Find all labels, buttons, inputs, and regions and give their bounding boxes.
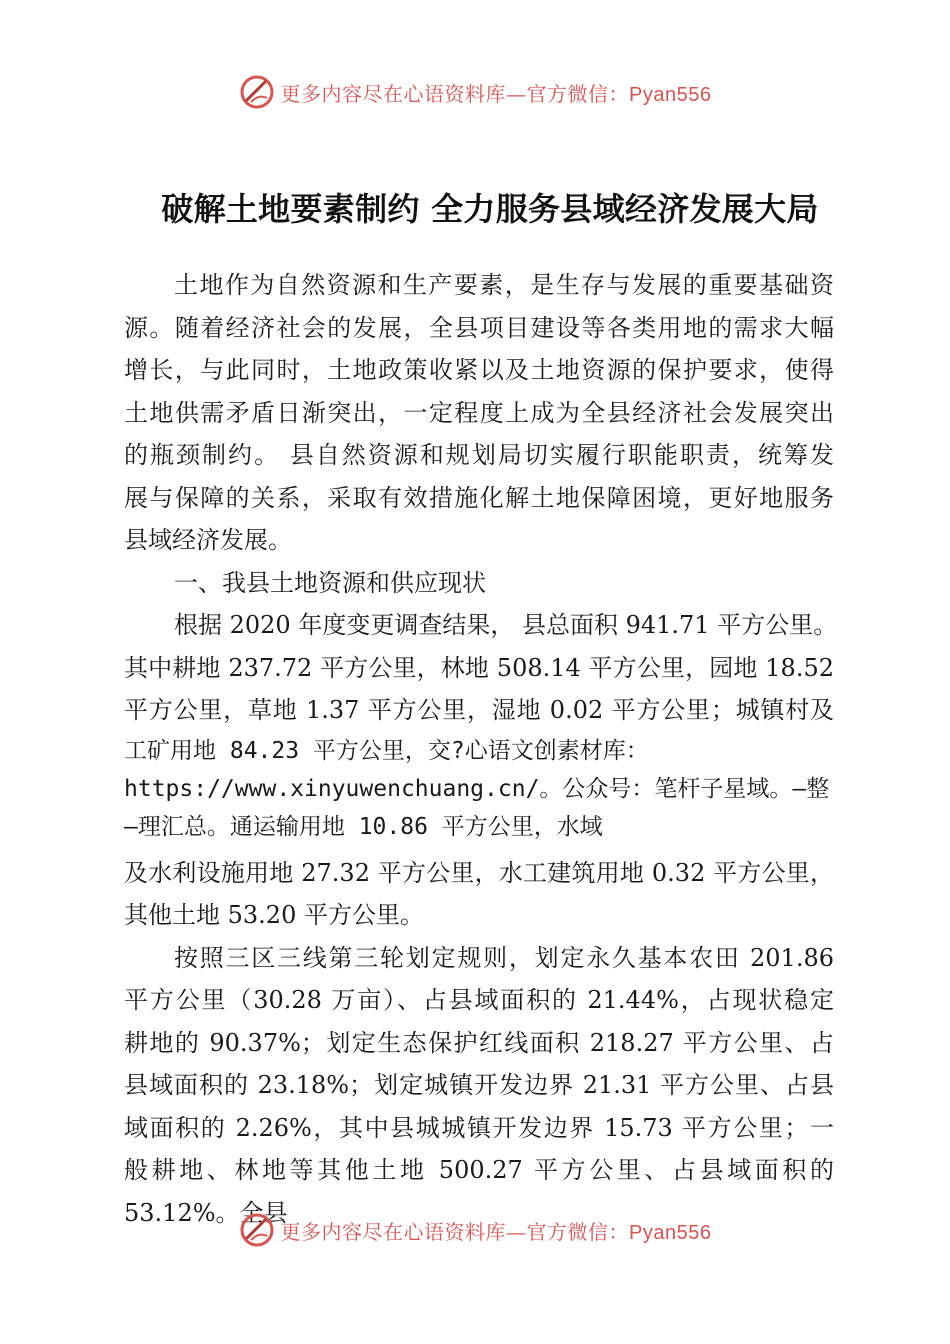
document-title: 破解土地要素制约 全力服务县域经济发展大局	[161, 190, 819, 228]
paragraph-line: 土地作为自然资源和生产要素，是生存与发展的重要基础资	[174, 271, 834, 299]
paragraph-line: 工矿用地 84.23 平方公里，交?心语文创素材库：	[124, 737, 649, 764]
paragraph-line: 其他土地 53.20 平方公里。	[124, 901, 424, 929]
paragraph-line: https://www.xinyuwenchuang.cn/。公众号：笔杆子星域。—整	[124, 775, 830, 802]
paragraph-line: 及水利设施用地 27.32 平方公里，水工建筑用地 0.32 平方公里，	[124, 858, 834, 887]
paragraph-line: 的瓶颈制约。 县自然资源和规划局切实履行职能职责，统筹发	[124, 441, 834, 469]
footer-banner	[0, 1210, 950, 1250]
paragraph-line: 按照三区三线第三轮划定规则，划定永久基本农田 201.86	[174, 943, 834, 972]
brush-circle-logo-icon	[239, 74, 275, 110]
paragraph-line: 般耕地、林地等其他土地 500.27 平方公里、占县域面积的	[124, 1156, 834, 1184]
paragraph-line: 县域面积的 23.18%；划定城镇开发边界 21.31 平方公里、占县	[124, 1071, 834, 1099]
paragraph-line: —理汇总。通运输用地 10.86 平方公里，水域	[124, 813, 603, 840]
brush-circle-logo-icon	[239, 1212, 275, 1248]
paragraph-line: 平方公里，草地 1.37 平方公里，湿地 0.02 平方公里；城镇村及	[124, 696, 834, 724]
banner-text: 更多内容尽在心语资料库—官方微信：Pyan556	[280, 1219, 712, 1244]
paragraph-line: 县域经济发展。	[124, 526, 292, 554]
paragraph-line: 源。随着经济社会的发展，全县项目建设等各类用地的需求大幅	[124, 313, 834, 342]
paragraph-line: 其中耕地 237.72 平方公里，林地 508.14 平方公里，园地 18.52	[124, 653, 834, 682]
paragraph-line: 根据 2020 年度变更调查结果， 县总面积 941.71 平方公里。	[174, 611, 838, 639]
paragraph-line: 域面积的 2.26%，其中县城城镇开发边界 15.73 平方公里；一	[124, 1113, 834, 1142]
paragraph-line: 耕地的 90.37%；划定生态保护红线面积 218.27 平方公里、占	[124, 1028, 834, 1057]
paragraph-line: 平方公里（30.28 万亩）、占县域面积的 21.44%，占现状稳定	[124, 986, 834, 1014]
paragraph-line: 土地供需矛盾日渐突出，一定程度上成为全县经济社会发展突出	[124, 398, 834, 427]
header-banner	[0, 72, 950, 112]
paragraph-line: 增长，与此同时，土地政策收紧以及土地资源的保护要求，使得	[124, 356, 834, 384]
section-heading: 一、我县土地资源和供应现状	[174, 568, 486, 597]
paragraph-line: 53.12%。全县	[124, 1198, 288, 1227]
paragraph-line: 展与保障的关系，采取有效措施化解土地保障困境，更好地服务	[124, 483, 834, 512]
document-body	[124, 264, 838, 1234]
banner-text: 更多内容尽在心语资料库—官方微信：Pyan556	[280, 81, 712, 106]
